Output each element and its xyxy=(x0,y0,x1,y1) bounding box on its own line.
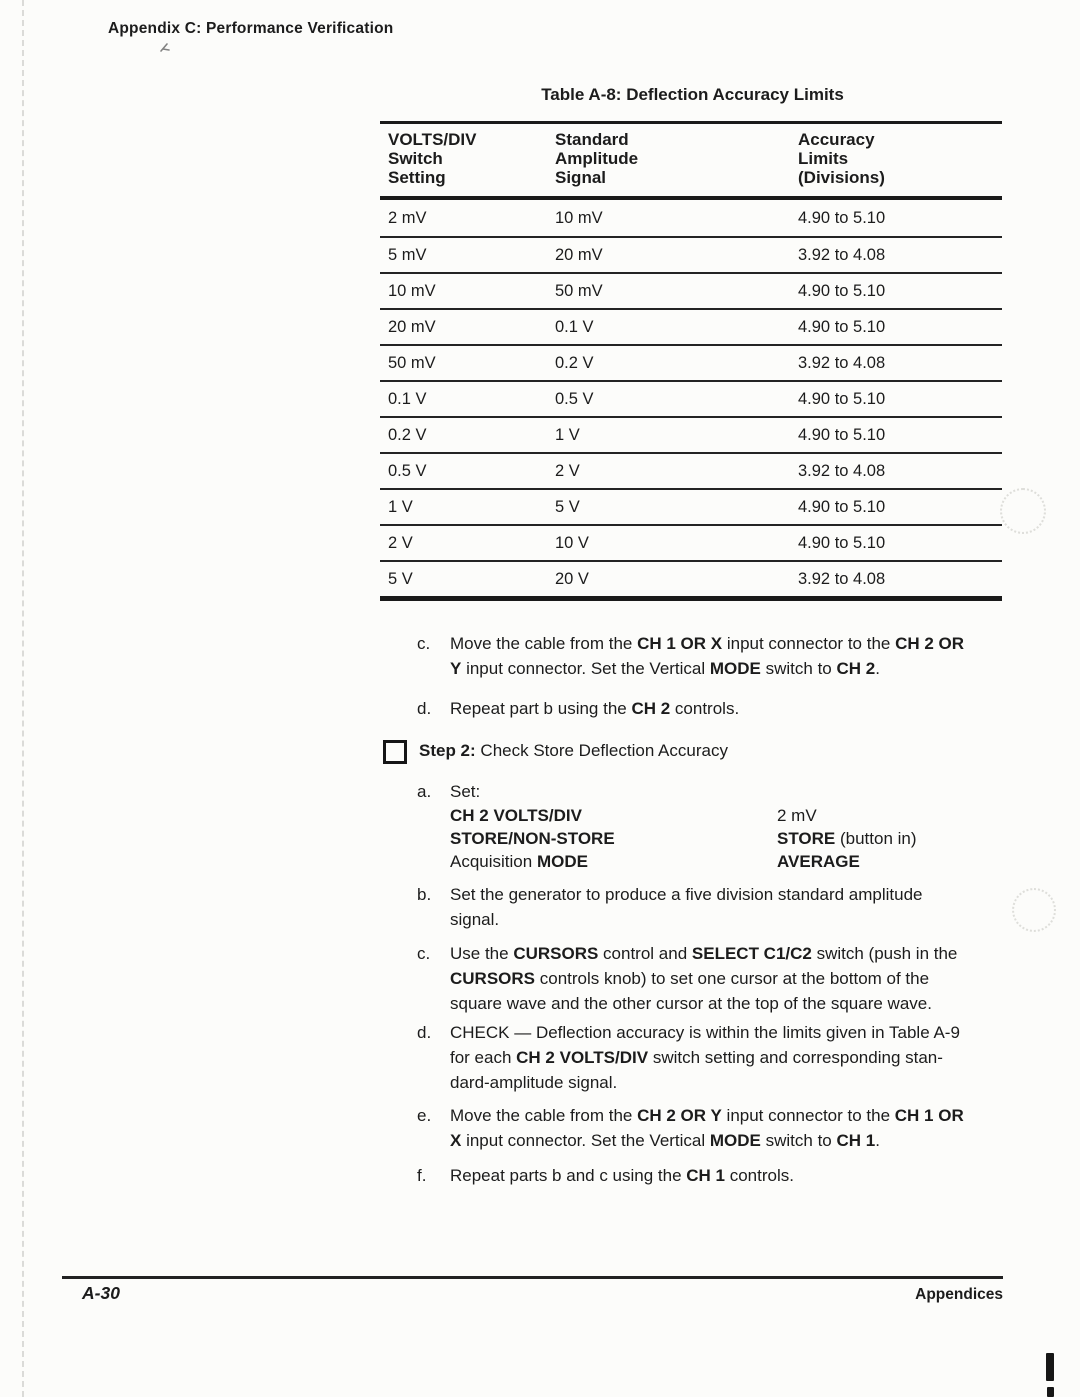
settings-list xyxy=(450,804,1005,873)
table-row xyxy=(380,308,1002,344)
table-row xyxy=(380,200,1002,236)
scan-smudge-artifact xyxy=(1000,488,1046,534)
volts-div-cell: 1 V xyxy=(388,497,413,516)
column-header-volts-div: VOLTS/DIV Switch Setting xyxy=(388,130,477,187)
checkbox-icon xyxy=(383,740,407,764)
amplitude-cell: 2 V xyxy=(555,461,580,480)
table-row xyxy=(380,380,1002,416)
amplitude-cell: 20 V xyxy=(555,569,589,588)
accuracy-cell: 3.92 to 4.08 xyxy=(798,461,886,480)
table-header-row xyxy=(380,124,1002,200)
binding-mark-artifact xyxy=(1046,1353,1054,1381)
column-header-standard-amplitude: Standard Amplitude Signal xyxy=(555,130,639,187)
table-row xyxy=(380,236,1002,272)
setting-label: CH 2 VOLTS/DIV xyxy=(450,806,582,825)
binding-mark-artifact xyxy=(1047,1387,1054,1397)
accuracy-cell: 4.90 to 5.10 xyxy=(798,281,886,300)
accuracy-cell: 4.90 to 5.10 xyxy=(798,497,886,516)
setting-value: AVERAGE xyxy=(777,852,860,871)
setting-label: STORE/NON-STORE xyxy=(450,829,615,848)
amplitude-cell: 0.5 V xyxy=(555,389,594,408)
instruction-item-d2: d. CHECK — Deflection accuracy is within the limits given in Table A-9 for each CH 2 VOLTS/DIV switch setting and corresponding stan- dard-amplitude signal. xyxy=(417,1023,960,1092)
instruction-item-c: c. Move the cable from the CH 1 OR X input connector to the CH 2 OR Y input connector. Set the Vertical MODE switch to CH 2. xyxy=(417,634,965,678)
volts-div-cell: 10 mV xyxy=(388,281,436,300)
table-row xyxy=(380,524,1002,560)
table-title: Table A-8: Deflection Accuracy Limits xyxy=(541,85,844,104)
page-header: Appendix C: Performance Verification xyxy=(108,20,394,37)
deflection-accuracy-table xyxy=(380,121,1002,601)
accuracy-cell: 3.92 to 4.08 xyxy=(798,245,886,264)
instruction-item-f: f. Repeat parts b and c using the CH 1 controls. xyxy=(417,1166,794,1185)
table-row xyxy=(380,272,1002,308)
instruction-item-e: e. Move the cable from the CH 2 OR Y input connector to the CH 1 OR X input connector. Set the Vertical MODE switch to CH 1. xyxy=(417,1106,964,1150)
amplitude-cell: 0.1 V xyxy=(555,317,594,336)
instruction-item-a: a. Set: xyxy=(417,782,481,801)
table-row xyxy=(380,344,1002,380)
amplitude-cell: 10 V xyxy=(555,533,589,552)
scan-smudge-artifact xyxy=(1012,888,1056,932)
volts-div-cell: 20 mV xyxy=(388,317,436,336)
setting-label: Acquisition MODE xyxy=(450,852,588,871)
volts-div-cell: 5 V xyxy=(388,569,413,588)
accuracy-cell: 4.90 to 5.10 xyxy=(798,317,886,336)
accuracy-cell: 3.92 to 4.08 xyxy=(798,353,886,372)
table-row xyxy=(380,488,1002,524)
accuracy-cell: 4.90 to 5.10 xyxy=(798,425,886,444)
main-content xyxy=(380,85,1005,1188)
table-row xyxy=(380,560,1002,596)
accuracy-cell: 3.92 to 4.08 xyxy=(798,569,886,588)
setting-row xyxy=(450,827,1005,850)
amplitude-cell: 20 mV xyxy=(555,245,603,264)
accuracy-cell: 4.90 to 5.10 xyxy=(798,533,886,552)
instruction-item-c2: c. Use the CURSORS control and SELECT C1/C2 switch (push in the CURSORS controls knob) to set one cursor at the bottom of the square wave and the other cursor at the top of the square wave. xyxy=(417,944,958,1013)
setting-value: STORE (button in) xyxy=(777,829,917,848)
footer-rule xyxy=(62,1276,1003,1279)
scan-edge-artifact xyxy=(22,0,24,1397)
volts-div-cell: 5 mV xyxy=(388,245,427,264)
volts-div-cell: 2 mV xyxy=(388,208,427,227)
amplitude-cell: 50 mV xyxy=(555,281,603,300)
volts-div-cell: 0.2 V xyxy=(388,425,427,444)
volts-div-cell: 50 mV xyxy=(388,353,436,372)
amplitude-cell: 1 V xyxy=(555,425,580,444)
step-2-heading: Step 2: Check Store Deflection Accuracy xyxy=(383,738,1005,764)
footer-section-label: Appendices xyxy=(915,1286,1003,1303)
accuracy-cell: 4.90 to 5.10 xyxy=(798,389,886,408)
instruction-item-d: d. Repeat part b using the CH 2 controls. xyxy=(417,699,740,718)
setting-row xyxy=(450,804,1005,827)
accuracy-cell: 4.90 to 5.10 xyxy=(798,208,886,227)
column-header-accuracy-limits: Accuracy Limits (Divisions) xyxy=(798,130,885,187)
table-row xyxy=(380,416,1002,452)
page-number: A-30 xyxy=(82,1283,120,1303)
table-row xyxy=(380,452,1002,488)
volts-div-cell: 0.5 V xyxy=(388,461,427,480)
amplitude-cell: 5 V xyxy=(555,497,580,516)
setting-value: 2 mV xyxy=(777,806,817,825)
amplitude-cell: 0.2 V xyxy=(555,353,594,372)
setting-row xyxy=(450,850,1005,873)
pencil-mark-icon xyxy=(158,40,174,54)
instruction-item-b: b. Set the generator to produce a five division standard amplitude signal. xyxy=(417,885,923,929)
instruction-list xyxy=(417,631,1005,1188)
volts-div-cell: 0.1 V xyxy=(388,389,427,408)
amplitude-cell: 10 mV xyxy=(555,208,603,227)
volts-div-cell: 2 V xyxy=(388,533,413,552)
